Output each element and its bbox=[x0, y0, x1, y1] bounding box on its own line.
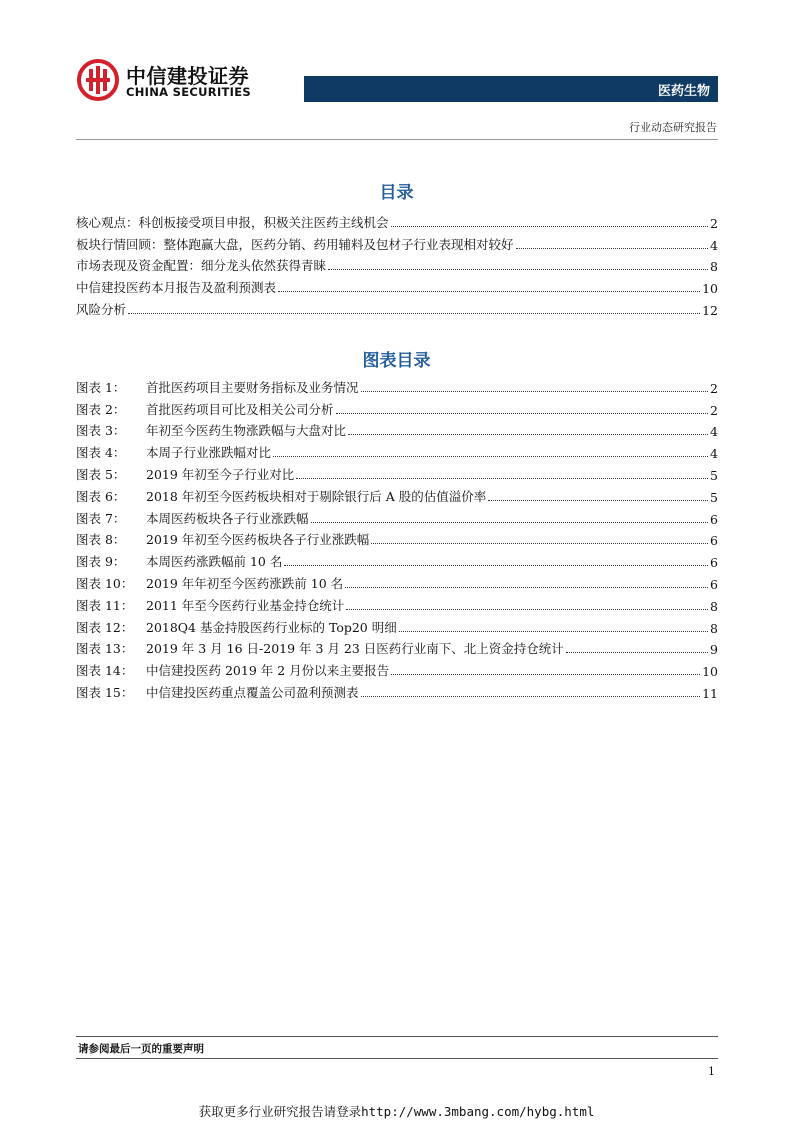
entry-title bbox=[76, 661, 389, 679]
entry-page-number: 10 bbox=[702, 664, 718, 680]
leader-dots bbox=[273, 456, 708, 457]
entry-title bbox=[76, 278, 276, 296]
entry-title bbox=[76, 487, 486, 505]
leader-dots bbox=[336, 413, 709, 414]
entry-title bbox=[76, 256, 326, 274]
figure-label: 图表 9： bbox=[76, 554, 126, 570]
leader-dots bbox=[346, 609, 708, 610]
figure-entry[interactable] bbox=[76, 614, 718, 636]
entry-page-number: 5 bbox=[710, 467, 718, 483]
entry-title bbox=[76, 574, 343, 592]
header-divider bbox=[76, 139, 718, 140]
figure-entry[interactable] bbox=[76, 592, 718, 614]
logo-english-name: CHINA SECURITIES bbox=[126, 85, 251, 99]
leader-dots bbox=[348, 434, 708, 435]
toc-entry[interactable] bbox=[76, 253, 718, 275]
footer-divider-top bbox=[76, 1036, 718, 1037]
figure-label: 图表 14： bbox=[76, 663, 134, 679]
figure-entry[interactable] bbox=[76, 483, 718, 505]
toc-title: 目录 bbox=[379, 183, 414, 203]
leader-dots bbox=[516, 248, 709, 249]
entry-page-number: 6 bbox=[710, 555, 718, 571]
figure-entry[interactable] bbox=[76, 439, 718, 461]
figure-entry[interactable] bbox=[76, 418, 718, 440]
footer-disclaimer: 请参阅最后一页的重要声明 bbox=[78, 1043, 204, 1055]
entry-text: 中信建投医药 2019 年 2 月份以来主要报告 bbox=[146, 663, 390, 679]
entry-text: 2011 年至今医药行业基金持仓统计 bbox=[146, 597, 345, 613]
entry-page-number: 12 bbox=[702, 302, 718, 318]
figure-entry[interactable] bbox=[76, 636, 718, 658]
leader-dots bbox=[391, 226, 709, 227]
toc-entry[interactable] bbox=[76, 274, 718, 296]
figure-entry[interactable] bbox=[76, 527, 718, 549]
entry-title bbox=[76, 530, 369, 548]
figure-label: 图表 4： bbox=[76, 445, 126, 461]
entry-text: 2019 年初至今子行业对比 bbox=[146, 466, 295, 482]
entry-page-number: 8 bbox=[710, 620, 718, 636]
section-bar bbox=[304, 76, 718, 102]
leader-dots bbox=[311, 522, 709, 523]
entry-text: 本周子行业涨跌幅对比 bbox=[146, 445, 272, 461]
entry-page-number: 8 bbox=[710, 598, 718, 614]
entry-text: 年初至今医药生物涨跌幅与大盘对比 bbox=[146, 423, 347, 439]
page-header bbox=[76, 56, 718, 106]
figure-entry[interactable] bbox=[76, 374, 718, 396]
figure-label: 图表 10： bbox=[76, 575, 134, 591]
entry-title bbox=[76, 400, 334, 418]
entry-text: 核心观点：科创板接受项目申报，积极关注医药主线机会 bbox=[76, 214, 389, 230]
figure-entry[interactable] bbox=[76, 548, 718, 570]
entry-text: 2019 年初至今医药板块各子行业涨跌幅 bbox=[146, 532, 370, 548]
toc-entry[interactable] bbox=[76, 209, 718, 231]
entry-title bbox=[76, 552, 282, 570]
entry-title bbox=[76, 465, 294, 483]
figure-label: 图表 15： bbox=[76, 684, 134, 700]
entry-title bbox=[76, 683, 359, 701]
leader-dots bbox=[399, 631, 708, 632]
report-type: 行业动态研究报告 bbox=[629, 121, 717, 134]
entry-title bbox=[76, 421, 346, 439]
figure-entry[interactable] bbox=[76, 505, 718, 527]
entry-text: 板块行情回顾：整体跑赢大盘，医药分销、药用辅料及包材子行业表现相对较好 bbox=[76, 236, 514, 252]
entry-title bbox=[76, 213, 389, 231]
entry-page-number: 4 bbox=[710, 424, 718, 440]
figure-label: 图表 5： bbox=[76, 466, 126, 482]
figures-list bbox=[76, 374, 718, 701]
toc-entry[interactable] bbox=[76, 296, 718, 318]
leader-dots bbox=[284, 565, 708, 566]
entry-page-number: 8 bbox=[710, 259, 718, 275]
figure-entry[interactable] bbox=[76, 679, 718, 701]
entry-text: 2019 年年初至今医药涨跌前 10 名 bbox=[146, 575, 344, 591]
figures-title: 图表目录 bbox=[362, 351, 431, 371]
entry-text: 2018Q4 基金持股医药行业标的 Top20 明细 bbox=[146, 619, 397, 635]
download-banner[interactable]: 获取更多行业研究报告请登录http://www.3mbang.com/hybg.html bbox=[198, 1104, 595, 1119]
leader-dots bbox=[328, 269, 708, 270]
entry-title bbox=[76, 618, 397, 636]
entry-title bbox=[76, 509, 309, 527]
entry-page-number: 11 bbox=[702, 685, 718, 701]
entry-text: 2019 年 3 月 16 日-2019 年 3 月 23 日医药行业南下、北上资金持仓统计 bbox=[146, 641, 564, 657]
china-securities-logo-icon bbox=[76, 58, 120, 102]
entry-text: 首批医药项目可比及相关公司分析 bbox=[146, 401, 334, 417]
figure-label: 图表 6： bbox=[76, 488, 126, 504]
page-number: 1 bbox=[708, 1065, 715, 1078]
toc-entry[interactable] bbox=[76, 231, 718, 253]
entry-page-number: 2 bbox=[710, 402, 718, 418]
company-logo bbox=[76, 58, 306, 104]
entry-title bbox=[76, 300, 126, 318]
figure-label: 图表 12： bbox=[76, 619, 134, 635]
figure-entry[interactable] bbox=[76, 657, 718, 679]
figure-label: 图表 7： bbox=[76, 510, 126, 526]
entry-title bbox=[76, 443, 271, 461]
entry-text: 中信建投医药重点覆盖公司盈利预测表 bbox=[146, 684, 359, 700]
figure-label: 图表 3： bbox=[76, 423, 126, 439]
entry-title bbox=[76, 378, 359, 396]
figure-label: 图表 11： bbox=[76, 597, 134, 613]
logo-chinese-name: 中信建投证券 bbox=[126, 64, 249, 88]
entry-text: 中信建投医药本月报告及盈利预测表 bbox=[76, 280, 277, 296]
toc-list bbox=[76, 209, 718, 318]
leader-dots bbox=[128, 313, 700, 314]
leader-dots bbox=[566, 652, 708, 653]
leader-dots bbox=[278, 291, 700, 292]
entry-page-number: 6 bbox=[710, 533, 718, 549]
entry-page-number: 2 bbox=[710, 380, 718, 396]
leader-dots bbox=[296, 478, 708, 479]
entry-page-number: 4 bbox=[710, 446, 718, 462]
leader-dots bbox=[361, 391, 709, 392]
leader-dots bbox=[345, 587, 708, 588]
entry-page-number: 5 bbox=[710, 489, 718, 505]
figure-entry[interactable] bbox=[76, 570, 718, 592]
figure-entry[interactable] bbox=[76, 396, 718, 418]
figure-entry[interactable] bbox=[76, 461, 718, 483]
leader-dots bbox=[361, 696, 701, 697]
entry-page-number: 4 bbox=[710, 237, 718, 253]
entry-text: 2018 年初至今医药板块相对于剔除银行后 A 股的估值溢价率 bbox=[146, 488, 487, 504]
figure-label: 图表 1： bbox=[76, 379, 126, 395]
leader-dots bbox=[391, 674, 700, 675]
entry-page-number: 9 bbox=[710, 642, 718, 658]
entry-title bbox=[76, 235, 514, 253]
leader-dots bbox=[371, 543, 708, 544]
entry-title bbox=[76, 639, 564, 657]
entry-text: 首批医药项目主要财务指标及业务情况 bbox=[146, 379, 359, 395]
entry-page-number: 10 bbox=[702, 281, 718, 297]
figure-label: 图表 8： bbox=[76, 532, 126, 548]
leader-dots bbox=[488, 500, 708, 501]
figure-label: 图表 13： bbox=[76, 641, 134, 657]
section-name: 医药生物 bbox=[657, 84, 710, 99]
entry-title bbox=[76, 596, 344, 614]
entry-text: 市场表现及资金配置：细分龙头依然获得青睐 bbox=[76, 258, 327, 274]
entry-text: 风险分析 bbox=[76, 301, 127, 317]
entry-page-number: 6 bbox=[710, 576, 718, 592]
entry-page-number: 2 bbox=[710, 215, 718, 231]
footer-divider-bottom bbox=[76, 1058, 718, 1059]
entry-text: 本周医药涨跌幅前 10 名 bbox=[146, 554, 283, 570]
entry-text: 本周医药板块各子行业涨跌幅 bbox=[146, 510, 309, 526]
entry-page-number: 6 bbox=[710, 511, 718, 527]
figure-label: 图表 2： bbox=[76, 401, 126, 417]
